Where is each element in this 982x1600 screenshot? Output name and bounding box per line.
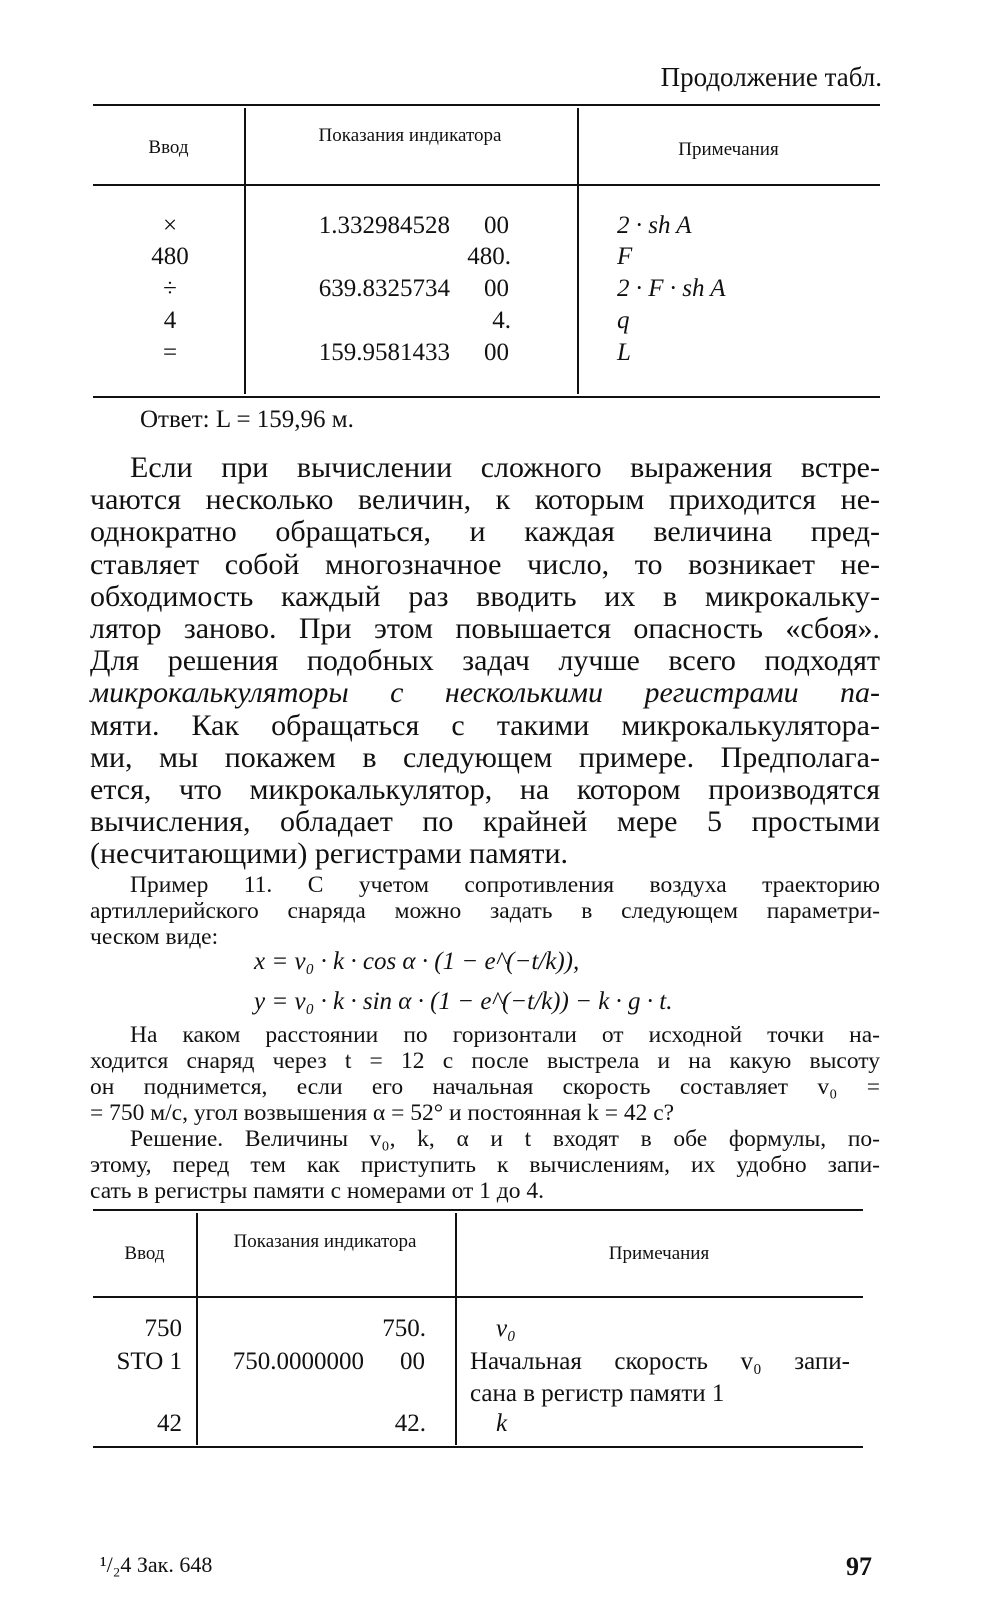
paragraph-line: ми, мы покажем в следующем примере. Предполага- — [90, 740, 880, 774]
table-row-display: 159.9581433 — [318, 339, 450, 366]
paragraph-line: однократно обращаться, и каждая величина пред- — [90, 515, 880, 549]
paragraph-line: лятор заново. При этом повышается опасность «сбоя». — [90, 611, 880, 645]
print-order-mark: ¹/₂4 Зак. 648 — [100, 1552, 213, 1577]
table-row-input: 4 — [163, 307, 177, 334]
table-2-header-notes: Примечания — [608, 1243, 710, 1264]
table-row-note: k — [496, 1410, 508, 1437]
table-1-col-divider-1 — [244, 108, 246, 394]
solution-line: этому, перед тем как приступить к вычислениям, их удобно запи- — [90, 1152, 880, 1178]
formula-x: x = v₀ · k · cos α · (1 − e^(−t/k)), — [254, 948, 580, 975]
question-line: = 750 м/с, угол возвышения α = 52° и постоянная k = 42 с? — [90, 1100, 675, 1126]
paragraph-line: Для решения подобных задач лучше всего подходят — [90, 644, 880, 678]
table-1-top-rule — [93, 104, 880, 106]
table-2-bottom-rule — [93, 1446, 863, 1448]
table-row-display: 4. — [492, 307, 511, 334]
table-1-header-input: Ввод — [148, 137, 189, 158]
table-row-note: сана в регистр памяти 1 — [470, 1380, 725, 1407]
table-row-display: 750. — [382, 1315, 426, 1342]
example-line: ческом виде: — [90, 924, 219, 950]
page-number: 97 — [846, 1552, 872, 1581]
table-row-exponent: 00 — [484, 212, 509, 239]
example-question — [90, 1022, 880, 1126]
table-1-header-notes: Примечания — [678, 139, 779, 160]
question-line: ходится снаряд через t = 12 с после выстрела и на какую высоту — [90, 1048, 880, 1074]
table-row-display: 1.332984528 — [318, 212, 450, 239]
paragraph-line: (несчитающими) регистрами памяти. — [90, 837, 568, 871]
question-line: На каком расстоянии по горизонтали от исходной точки на- — [130, 1022, 880, 1048]
table-row-note: v₀ — [496, 1315, 516, 1342]
paragraph-line: вычисления, обладает по крайней мере 5 простыми — [90, 805, 880, 839]
example-line: артиллерийского снаряда можно задать в следующем параметри- — [90, 898, 880, 924]
table-row-input: 42 — [157, 1410, 182, 1437]
continuation-label: Продолжение табл. — [660, 62, 882, 92]
table-2-header-rule — [93, 1296, 863, 1298]
table-row-input: 480 — [151, 243, 189, 270]
table-row-note: L — [617, 339, 631, 366]
table-row-input: STO 1 — [116, 1348, 182, 1375]
body-paragraph — [90, 452, 880, 870]
question-line: он поднимется, если его начальная скорость составляет v₀ = — [90, 1074, 880, 1100]
table-1-bottom-rule — [93, 396, 880, 398]
table-row-input: = — [162, 339, 178, 366]
table-row-input: × — [162, 212, 178, 239]
paragraph-line: ставляет собой многозначное число, то возникает не- — [90, 547, 880, 581]
table-row-note: Начальная скорость v₀ запи- — [470, 1348, 850, 1375]
example-solution — [90, 1126, 880, 1204]
table-row-display: 750.0000000 — [232, 1348, 364, 1375]
paragraph-line: обходимость каждый раз вводить их в микрокальку- — [90, 579, 880, 613]
table-row-exponent: 00 — [400, 1348, 425, 1375]
paragraph-line: мяти. Как обращаться с такими микрокалькулятора- — [90, 708, 880, 742]
table-row-display: 42. — [394, 1410, 426, 1437]
table-1-header-rule — [93, 184, 880, 186]
example-line: Пример 11. С учетом сопротивления воздуха траекторию — [130, 872, 880, 898]
table-row-note: F — [617, 243, 633, 270]
solution-line: Решение. Величины v₀, k, α и t входят в обе формулы, по- — [130, 1126, 880, 1152]
table-row-input: 750 — [144, 1315, 182, 1342]
paragraph-line: ется, что микрокалькулятор, на котором производятся — [90, 772, 880, 806]
table-1-header-display: Показания индикатора — [318, 125, 502, 146]
paragraph-line: Если при вычислении сложного выражения встре- — [130, 451, 880, 484]
table-row-note: 2 · F · sh A — [617, 275, 726, 302]
table-2-top-rule — [93, 1209, 863, 1211]
answer-line: Ответ: L = 159,96 м. — [140, 406, 354, 433]
table-row-exponent: 00 — [484, 339, 509, 366]
solution-line: сать в регистры памяти с номерами от 1 до 4. — [90, 1178, 544, 1204]
table-2-col-divider-1 — [196, 1213, 198, 1445]
formula-y: y = v₀ · k · sin α · (1 − e^(−t/k)) − k · g · t. — [254, 988, 673, 1015]
paragraph-line: чаются несколько величин, к которым приходится не- — [90, 483, 880, 517]
table-row-input: ÷ — [163, 275, 177, 302]
table-row-display: 639.8325734 — [318, 275, 450, 302]
table-row-display: 480. — [467, 243, 511, 270]
table-2-header-display: Показания индикатора — [233, 1231, 417, 1252]
table-2-header-input: Ввод — [124, 1243, 165, 1264]
table-row-note: 2 · sh A — [617, 212, 692, 239]
example-intro — [90, 872, 880, 950]
table-row-exponent: 00 — [484, 275, 509, 302]
table-row-note: q — [617, 307, 630, 334]
paragraph-line: микрокалькуляторы с несколькими регистрами па- — [90, 676, 880, 710]
